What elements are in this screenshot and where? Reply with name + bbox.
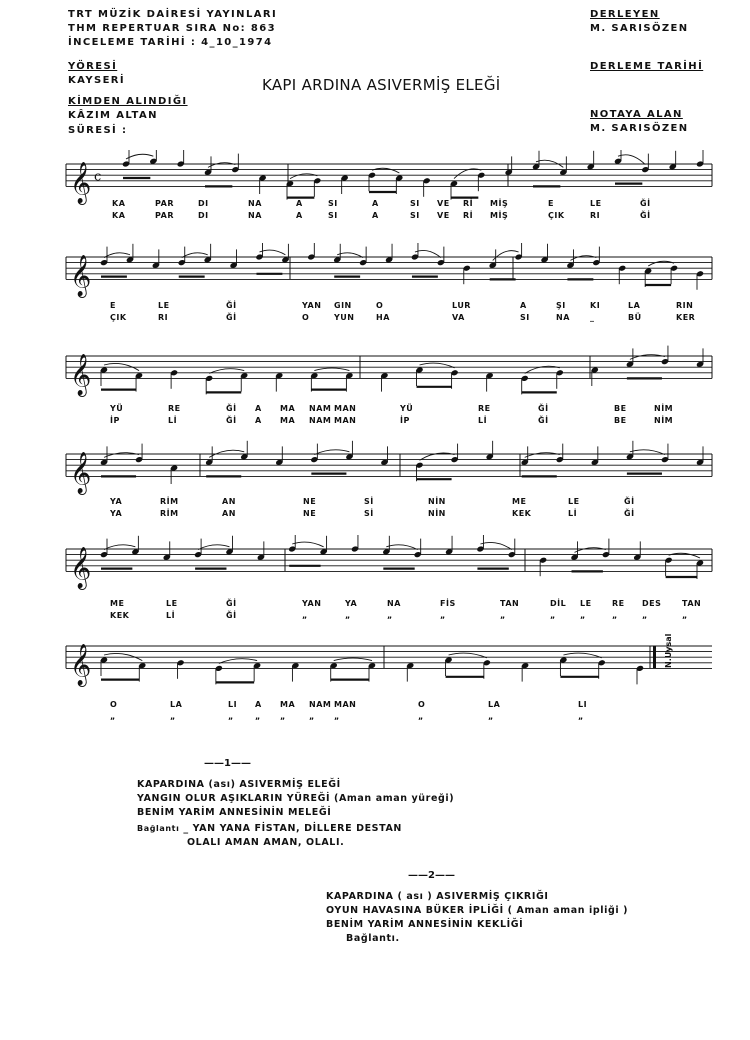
lyric-syllable: A [296, 211, 303, 220]
slur [334, 658, 372, 661]
lyric-syllable: LE [580, 599, 592, 608]
verse-2-number: 2 [428, 870, 435, 881]
staff-system [0, 535, 750, 595]
notation-block [590, 108, 689, 136]
lyric-syllable: SI [328, 211, 338, 220]
lyric-syllable: LI [228, 700, 238, 709]
lyric-syllable: Sİ [364, 509, 374, 518]
lyric-syllable: KI [590, 301, 601, 310]
lyric-syllable: VE [437, 199, 450, 208]
notation-value: M. SARISÖZEN [590, 123, 689, 134]
treble-clef-icon: 𝄞 [70, 255, 92, 297]
lyric-syllable: Sİ [364, 497, 374, 506]
lyric-syllable: Ğİ [226, 611, 237, 620]
lyric-syllable: KA [112, 211, 126, 220]
publisher-line: TRT MÜZİK DAİRESİ YAYINLARI [68, 9, 278, 20]
slur [454, 169, 481, 179]
lyric-syllable: „ [334, 712, 340, 721]
lyric-syllable: ÇIK [110, 313, 127, 322]
region-label: YÖRESİ [68, 61, 118, 72]
lyric-syllable: „ [418, 712, 424, 721]
copyist-signature: N.Uysal [664, 633, 673, 668]
compiler-label: DERLEYEN [590, 9, 660, 20]
lyric-syllable: Ğİ [226, 599, 237, 608]
lyric-syllable: MAN [334, 416, 357, 425]
lyric-syllable: LA [628, 301, 641, 310]
lyric-syllable: YUN [334, 313, 355, 322]
lyric-syllable: E [548, 199, 554, 208]
lyric-syllable: ME [512, 497, 527, 506]
lyric-syllable: KA [112, 199, 126, 208]
slur [525, 453, 560, 458]
lyric-syllable: MA [280, 416, 296, 425]
lyric-syllable: BÜ [628, 313, 642, 322]
lyric-syllable: İP [110, 416, 120, 425]
lyric-syllable: Ğİ [226, 313, 237, 322]
lyric-syllable: Rİ [463, 211, 474, 220]
verse-2 [326, 890, 628, 946]
lyric-syllable: „ [578, 712, 584, 721]
verse-1-number: 1 [224, 758, 231, 769]
song-title: KAPI ARDINA ASIVERMİŞ ELEĞİ [262, 76, 501, 94]
lyric-syllable: NE [303, 497, 317, 506]
lyric-syllable: Ğİ [538, 416, 549, 425]
lyric-syllable: LI [578, 700, 588, 709]
notation-label: NOTAYA ALAN [590, 109, 683, 120]
lyric-syllable: A [255, 416, 262, 425]
publisher-info [68, 8, 277, 50]
slur [314, 368, 349, 371]
lyric-syllable: „ [387, 611, 393, 620]
slur [648, 261, 674, 266]
lyric-syllable: KEK [512, 509, 532, 518]
lyric-syllable: VA [452, 313, 465, 322]
lyric-syllable: VE [437, 211, 450, 220]
lyric-syllable: LE [568, 497, 580, 506]
lyric-syllable: BE [614, 404, 627, 413]
lyric-syllable: A [520, 301, 527, 310]
lyric-syllable: DI [198, 199, 209, 208]
lyric-syllable: RİM [160, 497, 179, 506]
slur [669, 553, 700, 558]
lyric-syllable: Ğİ [538, 404, 549, 413]
slur [570, 256, 596, 261]
lyric-syllable: Lİ [478, 416, 488, 425]
lyric-syllable: LA [170, 700, 183, 709]
lyric-syllable: „ [612, 611, 618, 620]
lyric-syllable: „ [280, 712, 286, 721]
source-label: KİMDEN ALINDIĞI [68, 96, 188, 107]
lyric-syllable: A [372, 199, 379, 208]
refrain-1: Bağlantı _ YAN YANA FİSTAN, DİLLERE DESTAN OLALI AMAN AMAN, OLALI. [137, 823, 402, 848]
lyric-syllable: KER [676, 313, 696, 322]
lyric-syllable: KEK [110, 611, 130, 620]
lyric-syllable: Ğİ [640, 211, 651, 220]
staff-system [0, 440, 750, 500]
slur [575, 548, 606, 553]
lyric-syllable: A [372, 211, 379, 220]
slur [415, 250, 441, 257]
lyric-syllable: LA [488, 700, 501, 709]
lyric-syllable: Ğİ [226, 404, 237, 413]
slur [630, 355, 665, 360]
staff-system [0, 342, 750, 402]
compiler-block [590, 8, 689, 36]
repertoire-number: THM REPERTUAR SIRA No: 863 [68, 23, 276, 34]
lyric-syllable: AN [222, 497, 236, 506]
lyric-syllable: MAN [334, 700, 357, 709]
treble-clef-icon: 𝄞 [70, 644, 92, 686]
lyric-syllable: LE [590, 199, 602, 208]
lyric-syllable: TAN [500, 599, 520, 608]
lyric-syllable: LE [158, 301, 170, 310]
final-barline-thick [653, 646, 656, 668]
lyric-syllable: A [255, 404, 262, 413]
verse-1-line: YANGIN OLUR AŞIKLARIN YÜREĞİ (Aman aman yüreği) [137, 793, 455, 804]
lyric-syllable: NAM [309, 416, 332, 425]
lyric-syllable: NA [248, 211, 262, 220]
lyric-syllable: AN [222, 509, 236, 518]
lyric-syllable: „ [580, 611, 586, 620]
treble-clef-icon: 𝄞 [70, 162, 92, 204]
review-date: İNCELEME TARİHİ : 4_10_1974 [68, 37, 273, 48]
common-time-icon: c [94, 169, 102, 185]
lyric-syllable: DİL [550, 599, 567, 608]
treble-clef-icon: 𝄞 [70, 354, 92, 396]
lyric-syllable: RE [168, 404, 181, 413]
lyric-syllable: GIN [334, 301, 352, 310]
verse-2-line: OYUN HAVASINA BÜKER İPLİĞİ ( Aman aman ipliği ) [326, 905, 629, 916]
verse-1 [137, 778, 454, 820]
verse-2-line: KAPARDINA ( ası ) ASIVERMİŞ ÇIKRIĞI [326, 891, 549, 902]
lyric-syllable: _ [590, 313, 595, 322]
lyric-syllable: PAR [155, 211, 174, 220]
lyric-syllable: NA [248, 199, 262, 208]
lyric-syllable: YA [345, 599, 358, 608]
lyric-syllable: O [418, 700, 426, 709]
lyric-syllable: „ [170, 712, 176, 721]
lyric-syllable: RIN [676, 301, 694, 310]
lyric-syllable: A [255, 700, 262, 709]
lyric-syllable: TAN [682, 599, 702, 608]
treble-clef-icon: 𝄞 [70, 547, 92, 589]
lyric-syllable: „ [550, 611, 556, 620]
refrain-line: YAN YANA FİSTAN, DİLLERE DESTAN [192, 823, 402, 834]
lyric-syllable: MİŞ [490, 199, 509, 208]
region-value: KAYSERİ [68, 75, 126, 86]
lyric-syllable: Lİ [168, 416, 178, 425]
lyric-syllable: Ğİ [640, 199, 651, 208]
lyric-syllable: „ [500, 611, 506, 620]
lyric-syllable: „ [488, 712, 494, 721]
lyric-syllable: LE [166, 599, 178, 608]
slur [480, 542, 511, 549]
lyric-syllable: İP [400, 416, 410, 425]
refrain-label: Bağlantı [137, 824, 180, 833]
lyric-syllable: „ [309, 712, 315, 721]
lyric-syllable: „ [682, 611, 688, 620]
lyric-syllable: SI [410, 211, 420, 220]
lyric-syllable: A [296, 199, 303, 208]
lyric-syllable: BE [614, 416, 627, 425]
lyric-syllable: ME [110, 599, 125, 608]
lyric-syllable: NAM [309, 700, 332, 709]
lyric-syllable: Rİ [463, 199, 474, 208]
slur [208, 163, 235, 168]
lyric-syllable: Ğİ [226, 416, 237, 425]
lyric-syllable: MA [280, 404, 296, 413]
lyric-syllable: NE [303, 509, 317, 518]
lyric-syllable: SI [328, 199, 338, 208]
lyric-syllable: MA [280, 700, 296, 709]
lyric-syllable: NA [387, 599, 401, 608]
lyric-syllable: YAN [302, 301, 322, 310]
refrain-label-2: Bağlantı. [346, 933, 400, 944]
verse-2-marker: ——2—— [408, 870, 455, 881]
compilation-date-label [590, 60, 703, 74]
verse-1-line: KAPARDINA (ası) ASIVERMİŞ ELEĞİ [137, 779, 341, 790]
staff-system [0, 243, 750, 303]
duration-label: SÜRESİ : [68, 125, 128, 136]
verse-2-line: BENİM YARİM ANNESİNİN KEKLİĞİ [326, 919, 524, 930]
lyric-syllable: SI [520, 313, 530, 322]
lyric-syllable: DI [198, 211, 209, 220]
verse-1-marker: ——1—— [204, 758, 251, 769]
slur [259, 250, 285, 255]
lyric-syllable: DES [642, 599, 662, 608]
lyric-syllable: „ [440, 611, 446, 620]
lyric-syllable: ŞI [556, 301, 566, 310]
lyric-syllable: „ [302, 611, 308, 620]
lyric-syllable: FİS [440, 599, 456, 608]
lyric-syllable: MİŞ [490, 211, 509, 220]
slur [290, 174, 317, 179]
lyric-syllable: Lİ [568, 509, 578, 518]
lyric-syllable: NİN [428, 497, 446, 506]
lyric-syllable: YÜ [110, 404, 124, 413]
lyric-syllable: MAN [334, 404, 357, 413]
slur [104, 453, 139, 458]
lyric-syllable: Ğİ [624, 509, 635, 518]
lyric-syllable: SI [410, 199, 420, 208]
slur [292, 542, 323, 547]
compiler-value: M. SARISÖZEN [590, 23, 689, 34]
lyric-syllable: O [376, 301, 384, 310]
lyric-syllable: YA [110, 509, 123, 518]
treble-clef-icon: 𝄞 [70, 452, 92, 494]
lyric-syllable: „ [255, 712, 261, 721]
lyric-syllable: YAN [302, 599, 322, 608]
lyric-syllable: NİM [654, 404, 674, 413]
date-label-text: DERLEME TARİHİ [590, 61, 704, 72]
source-block [68, 95, 188, 123]
lyric-syllable: O [302, 313, 310, 322]
lyric-syllable: NA [556, 313, 570, 322]
lyric-syllable: Ğİ [624, 497, 635, 506]
lyric-syllable: E [110, 301, 116, 310]
lyric-syllable: NİN [428, 509, 446, 518]
lyric-syllable: „ [345, 611, 351, 620]
slur [126, 154, 153, 159]
lyric-syllable: „ [228, 712, 234, 721]
lyric-syllable: RE [478, 404, 491, 413]
lyric-syllable: HA [376, 313, 390, 322]
lyric-syllable: RİM [160, 509, 179, 518]
lyric-syllable: YA [110, 497, 123, 506]
lyric-syllable: PAR [155, 199, 174, 208]
lyric-syllable: NİM [654, 416, 674, 425]
refrain-line: OLALI AMAN AMAN, OLALI. [187, 837, 345, 848]
verse-1-line: BENİM YARİM ANNESİNİN MELEĞİ [137, 807, 332, 818]
lyric-syllable: RI [158, 313, 169, 322]
slur [372, 168, 399, 173]
source-value: KÂZIM ALTAN [68, 110, 158, 121]
lyric-syllable: RI [590, 211, 601, 220]
lyric-syllable: Ğİ [226, 301, 237, 310]
lyric-syllable: RE [612, 599, 625, 608]
lyric-syllable: LUR [452, 301, 471, 310]
lyric-syllable: „ [110, 712, 116, 721]
lyric-syllable: ÇIK [548, 211, 565, 220]
slur [618, 155, 645, 165]
lyric-syllable: NAM [309, 404, 332, 413]
lyric-syllable: Lİ [166, 611, 176, 620]
lyric-syllable: YÜ [400, 404, 414, 413]
slur [493, 251, 519, 261]
lyric-syllable: „ [642, 611, 648, 620]
staff-system [0, 632, 750, 692]
region-block [68, 60, 125, 88]
lyric-syllable: O [110, 700, 118, 709]
